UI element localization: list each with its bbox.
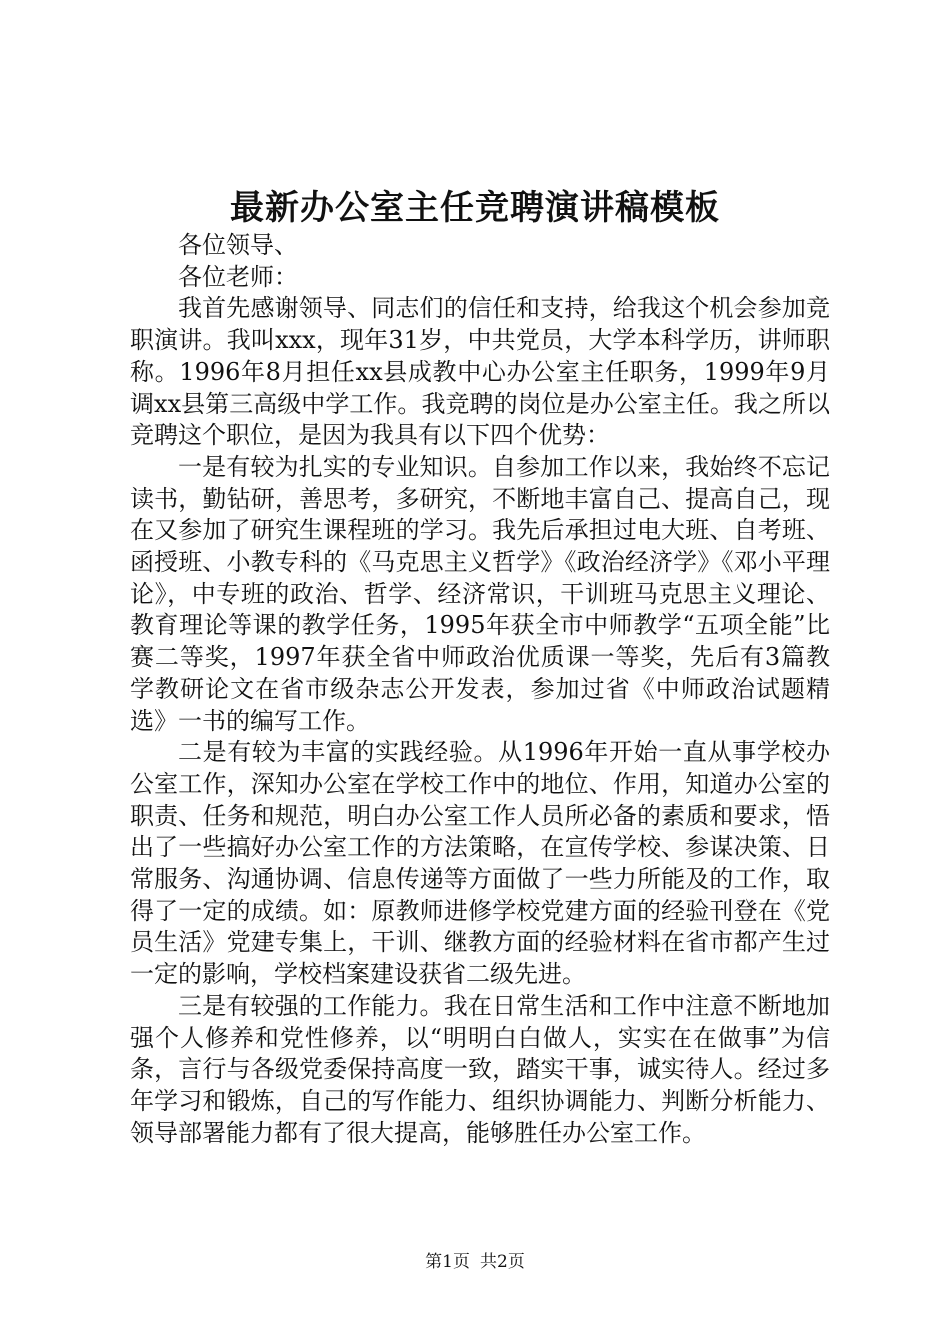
salutation-teachers: 各位老师：	[178, 262, 298, 291]
paragraph-advantage-knowledge: 一是有较为扎实的专业知识。自参加工作以来，我始终不忘记读书，勤钻研，善思考，多研究，不断地丰富自己、提高自己，现在又参加了研究生课程班的学习。我先后承担过电大班、自考班、函授班、小教专科的《马克思主义哲学》《政治经济学》《邓小平理论》，中专班的政治、哲学、经济常识，干训班马克思主义理论、教育理论等课的教学任务，1995年获全市中师教学“五项全能”比赛二等奖，1997年获全省中师政治优质课一等奖，先后有3篇教学教研论文在省市级杂志公开发表，参加过省《中师政治试题精选》一书的编写工作。	[130, 452, 830, 735]
page-footer	[0, 1250, 950, 1274]
page-total: 共2页	[480, 1252, 525, 1272]
document-title: 最新办公室主任竞聘演讲稿模板	[230, 188, 720, 228]
paragraph-advantage-experience: 二是有较为丰富的实践经验。从1996年开始一直从事学校办公室工作，深知办公室在学校工作中的地位、作用，知道办公室的职责、任务和规范，明白办公室工作人员所必备的素质和要求，悟出了一些搞好办公室工作的方法策略，在宣传学校、参谋决策、日常服务、沟通协调、信息传递等方面做了一些力所能及的工作，取得了一定的成绩。如：原教师进修学校党建方面的经验刊登在《党员生活》党建专集上，干训、继教方面的经验材料在省市都产生过一定的影响，学校档案建设获省二级先进。	[130, 738, 830, 989]
page-number: 第1页	[425, 1252, 470, 1272]
document-body	[130, 230, 830, 1149]
salutation-leaders: 各位领导、	[178, 231, 298, 259]
paragraph-advantage-ability: 三是有较强的工作能力。我在日常生活和工作中注意不断地加强个人修养和党性修养，以“明明白白做人，实实在在做事”为信条，言行与各级党委保持高度一致，踏实干事，诚实待人。经过多年学习和锻炼，自己的写作能力、组织协调能力、判断分析能力、领导部署能力都有了很大提高，能够胜任办公室工作。	[130, 991, 830, 1147]
paragraph-introduction: 我首先感谢领导、同志们的信任和支持，给我这个机会参加竞职演讲。我叫xxx，现年31岁，中共党员，大学本科学历，讲师职称。1996年8月担任xx县成教中心办公室主任职务，1999年9月调xx县第三高级中学工作。我竞聘的岗位是办公室主任。我之所以竞聘这个职位，是因为我具有以下四个优势：	[130, 294, 830, 450]
